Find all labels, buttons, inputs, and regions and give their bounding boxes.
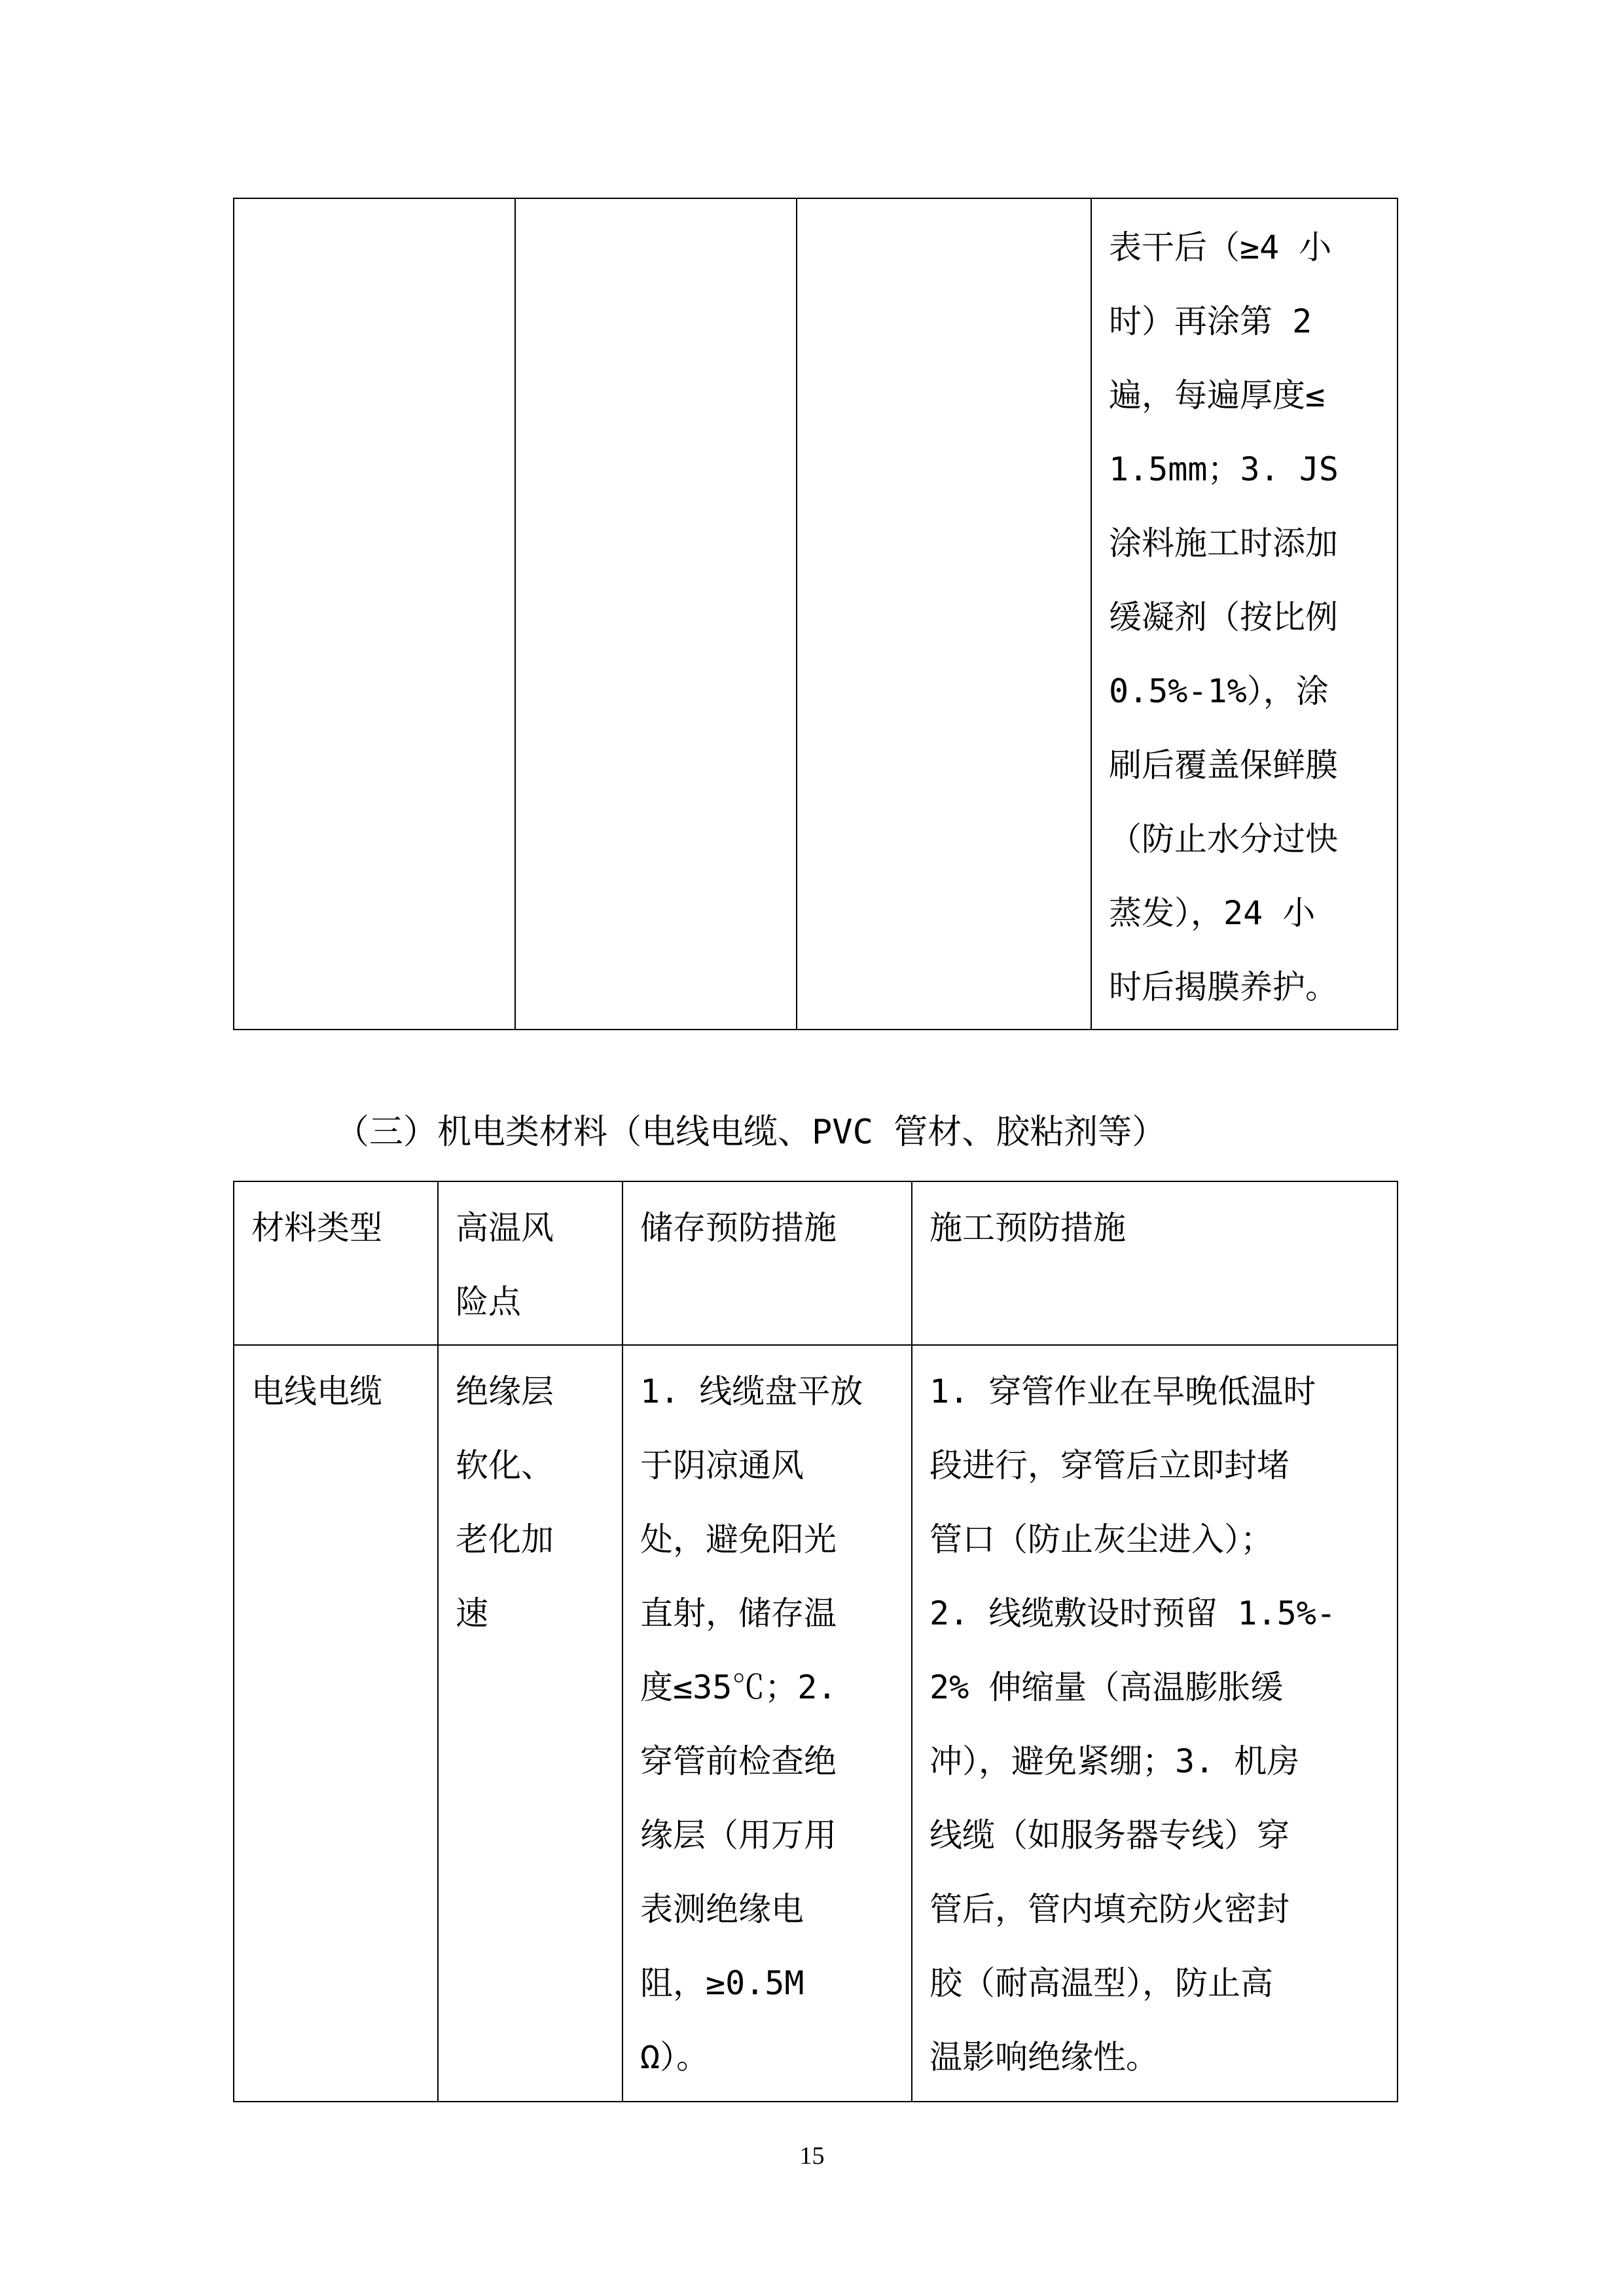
header-risk: 高温风 险点: [438, 1181, 623, 1345]
continued-cell-4: 表干后（≥4 小 时）再涂第 2 遍，每遍厚度≤ 1.5mm；3. JS 涂料施工时添加 缓凝剂（按比例 0.5%-1%），涂 刷后覆盖保鲜膜 （防止水分过快 蒸发），24 小 时后揭膜养护。: [1091, 198, 1398, 1030]
continued-cell-2: [515, 198, 797, 1030]
table-row: [234, 1345, 1398, 2102]
header-construction: 施工预防措施: [912, 1181, 1398, 1345]
cell-risk: 绝缘层 软化、 老化加 速: [438, 1345, 623, 2102]
header-storage: 储存预防措施: [623, 1181, 912, 1345]
page-number: 15: [799, 2142, 825, 2170]
cell-construction: 1. 穿管作业在早晚低温时 段进行，穿管后立即封堵 管口（防止灰尘进入）； 2. 线缆敷设时预留 1.5%- 2% 伸缩量（高温膨胀缓 冲），避免紧绷；3. 机房 线缆（如服务器专线）穿 管后，管内填充防火密封 胶（耐高温型），防止高 温影响绝缘性。: [912, 1345, 1398, 2102]
cell-storage: 1. 线缆盘平放 于阴凉通风 处，避免阳光 直射，储存温 度≤35℃；2. 穿管前检查绝 缘层（用万用 表测绝缘电 阻，≥0.5M Ω）。: [623, 1345, 912, 2102]
continued-cell-3: [797, 198, 1091, 1030]
table-row: [234, 198, 1398, 1030]
cell-material: 电线电缆: [234, 1345, 438, 2102]
section-heading: （三）机电类材料（电线电缆、PVC 管材、胶粘剂等）: [335, 1113, 1166, 1152]
header-material-type: 材料类型: [234, 1181, 438, 1345]
continued-cell-1: [234, 198, 515, 1030]
continued-table: [233, 198, 1398, 1030]
table-header-row: [234, 1181, 1398, 1345]
materials-table: [233, 1181, 1398, 2102]
